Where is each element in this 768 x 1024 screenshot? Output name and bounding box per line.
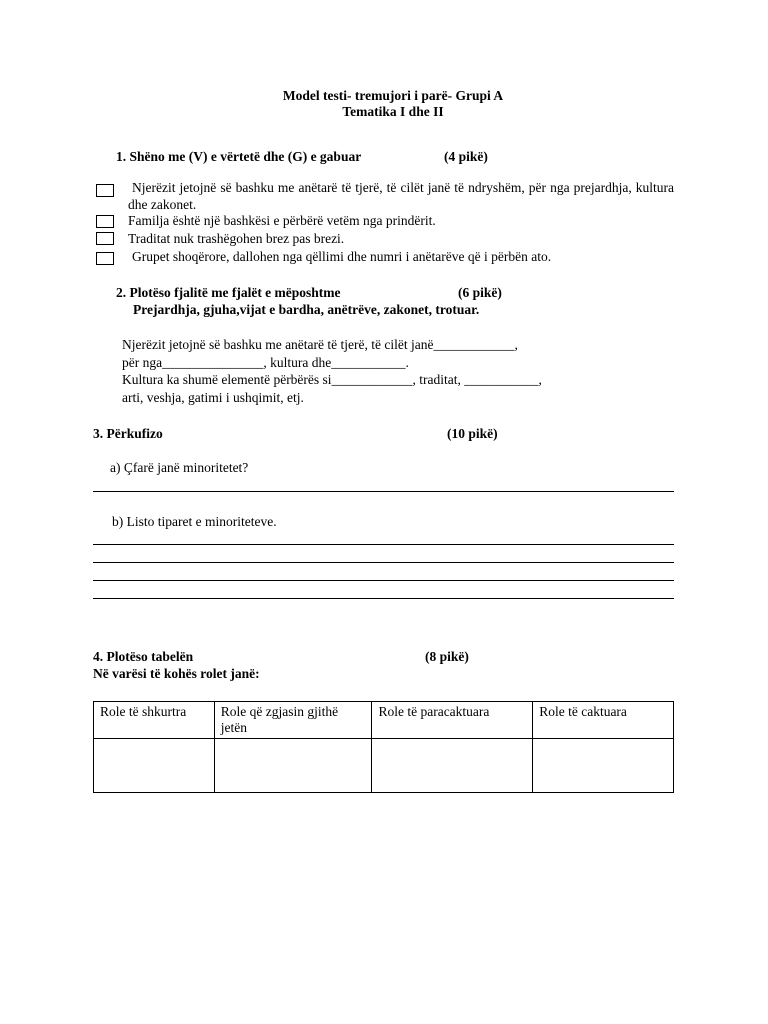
- q3-b-answer-line-2[interactable]: [93, 562, 674, 563]
- q3-a-answer-line[interactable]: [93, 491, 674, 492]
- table-answer-cell[interactable]: [94, 739, 215, 793]
- table-header-cell: Role që zgjasin gjithë jetën: [214, 702, 372, 739]
- q1-checkbox-3[interactable]: [96, 232, 114, 245]
- q1-heading: 1. Shëno me (V) e vërtetë dhe (G) e gabuar: [116, 149, 362, 164]
- q1-points: (4 pikë): [444, 149, 488, 164]
- table-answer-cell[interactable]: [372, 739, 533, 793]
- q2-heading: 2. Plotëso fjalitë me fjalët e mëposhtme: [116, 285, 341, 300]
- q2-word-bank: Prejardhja, gjuha,vijat e bardha, anëtrëve, zakonet, trotuar.: [133, 302, 480, 317]
- q2-line-3: Kultura ka shumë elementë përbërës si____________, traditat, ___________,: [122, 372, 542, 387]
- q1-statement-3: Traditat nuk trashëgohen brez pas brezi.: [128, 231, 345, 246]
- q4-subheading: Në varësi të kohës rolet janë:: [93, 666, 260, 681]
- table-header-cell: Role të paracaktuara: [372, 702, 533, 739]
- page-subtitle: Tematika I dhe II: [342, 104, 444, 119]
- q1-checkbox-1[interactable]: [96, 184, 114, 197]
- q1-statement-4: Grupet shoqërore, dallohen nga qëllimi dhe numri i anëtarëve që i përbën ato.: [132, 249, 552, 264]
- q4-heading: 4. Plotëso tabelën: [93, 649, 194, 664]
- q1-statement-1: Njerëzit jetojnë së bashku me anëtarë të tjerë, të cilët janë të ndryshëm, për nga prejardhja, kultura dhe zakonet.: [128, 180, 674, 212]
- q2-line-1: Njerëzit jetojnë së bashku me anëtarë të tjerë, të cilët janë____________,: [122, 337, 518, 352]
- table-row: [94, 739, 674, 793]
- table-header-cell: Role të caktuara: [533, 702, 674, 739]
- q3-b-answer-line-1[interactable]: [93, 544, 674, 545]
- q2-line-2: për nga_______________, kultura dhe___________.: [122, 355, 409, 370]
- table-answer-cell[interactable]: [214, 739, 372, 793]
- q4-points: (8 pikë): [425, 649, 469, 664]
- q3-b-question: b) Listo tiparet e minoriteteve.: [112, 514, 277, 529]
- table-answer-cell[interactable]: [533, 739, 674, 793]
- q1-statement-2: Familja është një bashkësi e përbërë vetëm nga prindërit.: [128, 213, 436, 228]
- q3-points: (10 pikë): [447, 426, 498, 441]
- q1-checkbox-4[interactable]: [96, 252, 114, 265]
- page-title: Model testi- tremujori i parë- Grupi A: [282, 88, 504, 103]
- q3-b-answer-line-4[interactable]: [93, 598, 674, 599]
- table-header-cell: Role të shkurtra: [94, 702, 215, 739]
- q1-checkbox-2[interactable]: [96, 215, 114, 228]
- q2-points: (6 pikë): [458, 285, 502, 300]
- roles-table: [93, 701, 674, 793]
- q3-a-question: a) Çfarë janë minoritetet?: [110, 460, 249, 475]
- table-header-row: [94, 702, 674, 739]
- q3-heading: 3. Përkufizo: [93, 426, 163, 441]
- q3-b-answer-line-3[interactable]: [93, 580, 674, 581]
- q2-line-4: arti, veshja, gatimi i ushqimit, etj.: [122, 390, 304, 405]
